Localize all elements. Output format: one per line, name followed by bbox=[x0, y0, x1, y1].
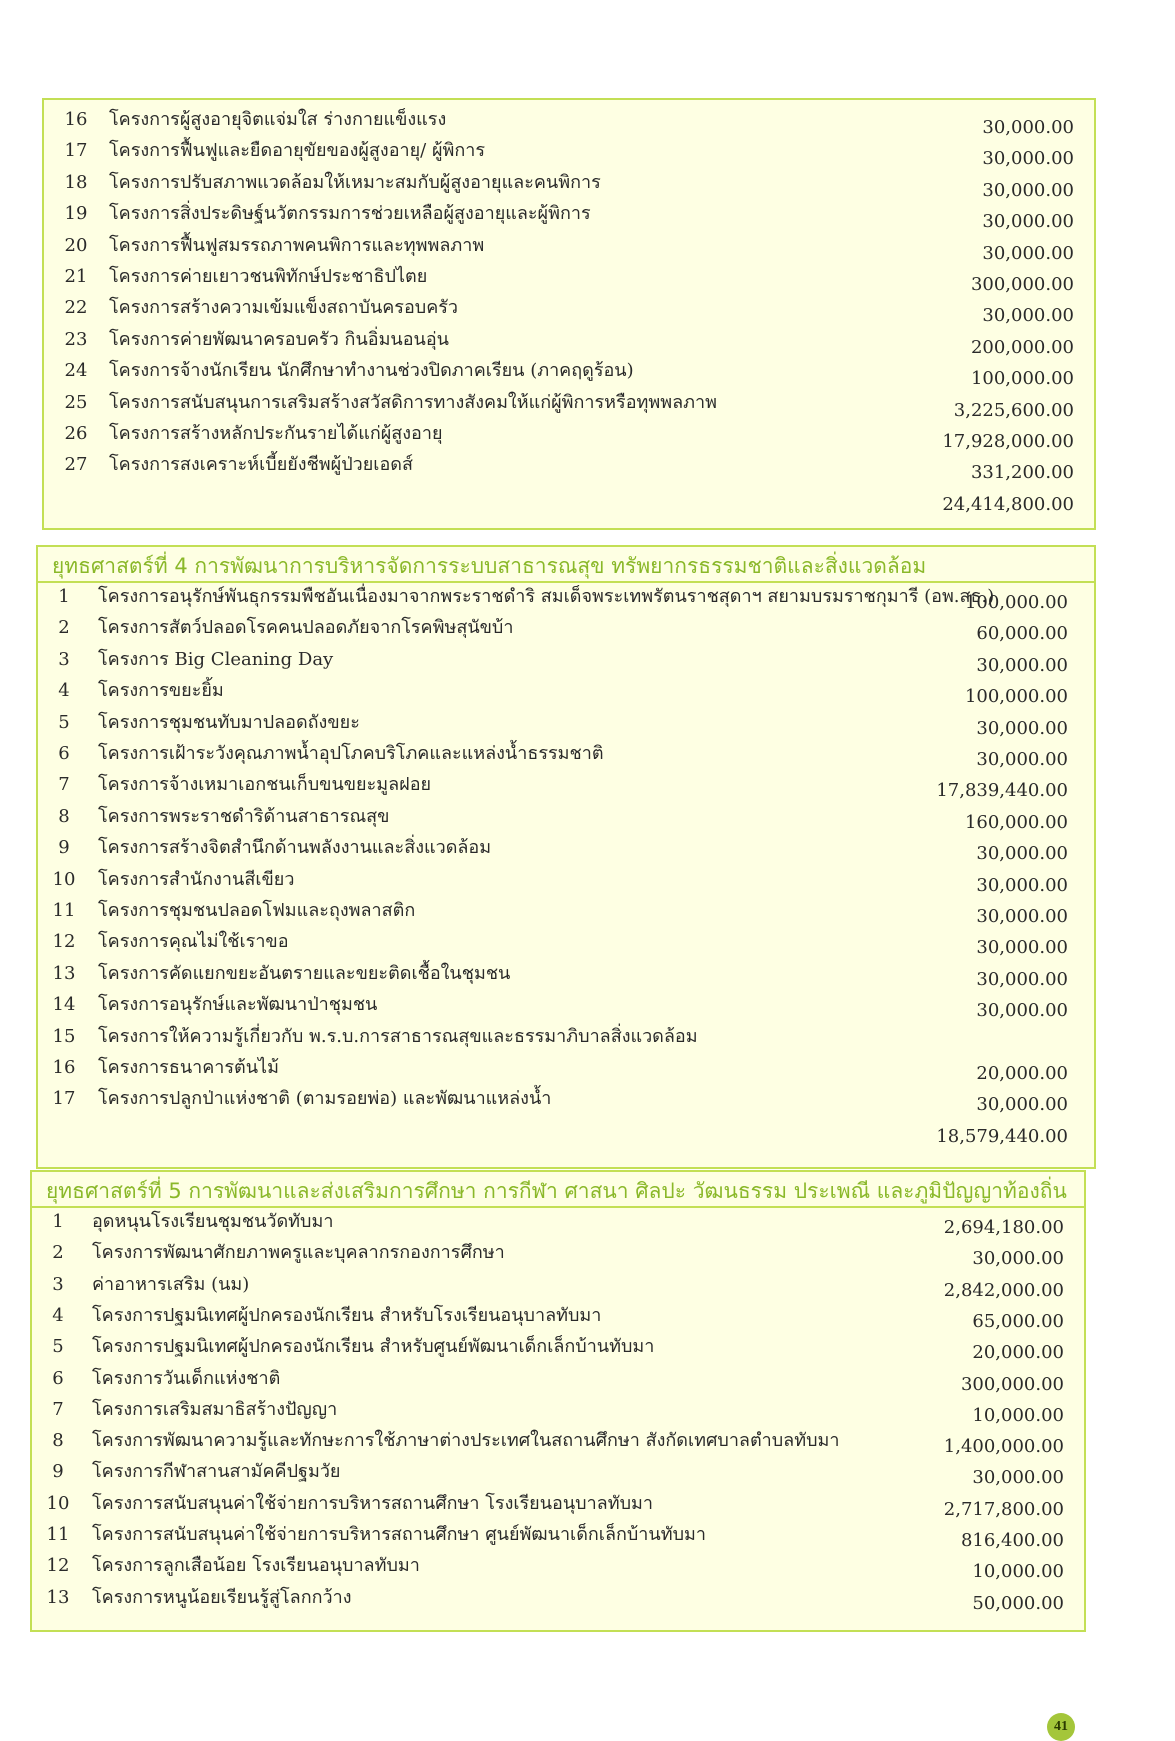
project-amount: 2,717,800.00 bbox=[943, 1498, 1064, 1520]
table-row bbox=[44, 198, 1094, 233]
project-amount: 60,000.00 bbox=[976, 623, 1068, 645]
section4-title: ยุทธศาสตร์ที่ 4 การพัฒนาการบริหารจัดการระบบสาธารณสุข ทรัพยากรธรรมชาติและสิ่งแวดล้อม bbox=[52, 554, 927, 578]
row-number: 17 bbox=[64, 140, 88, 162]
project-amount: 30,000.00 bbox=[976, 654, 1068, 676]
table-row bbox=[44, 292, 1094, 327]
project-name: โครงการสำนักงานสีเขียว bbox=[98, 868, 295, 890]
section4-panel bbox=[36, 545, 1096, 1169]
project-amount: 1,400,000.00 bbox=[943, 1436, 1064, 1458]
table-row bbox=[38, 1021, 1094, 1052]
project-name: โครงการเสริมสมาธิสร้างปัญญา bbox=[92, 1398, 338, 1420]
project-amount: 30,000.00 bbox=[982, 305, 1074, 327]
row-number: 10 bbox=[46, 1492, 70, 1514]
row-number: 17 bbox=[52, 1088, 76, 1110]
table-row bbox=[32, 1582, 1084, 1613]
table-row bbox=[38, 895, 1094, 926]
table-row bbox=[32, 1363, 1084, 1394]
row-number: 25 bbox=[64, 391, 88, 413]
project-name: โครงการสนับสนุนการเสริมสร้างสวัสดิการทางสังคมให้แก่ผู้พิการหรือทุพพลภาพ bbox=[109, 391, 717, 413]
project-name: โครงการธนาคารต้นไม้ bbox=[98, 1057, 279, 1078]
project-amount: 200,000.00 bbox=[970, 336, 1074, 358]
table-row bbox=[38, 864, 1094, 895]
project-name: โครงการ Big Cleaning Day bbox=[98, 648, 334, 670]
row-number: 3 bbox=[52, 1273, 64, 1295]
project-name: โครงการฟื้นฟูสมรรถภาพคนพิการและทุพพลภาพ bbox=[109, 234, 485, 256]
table-row bbox=[32, 1269, 1084, 1300]
project-name: โครงการให้ความรู้เกี่ยวกับ พ.ร.บ.การสาธารณสุขและธรรมาภิบาลสิ่งแวดล้อม bbox=[98, 1025, 698, 1047]
total-row bbox=[44, 489, 1094, 520]
project-name: โครงการหนูน้อยเรียนรู้สู่โลกกว้าง bbox=[92, 1586, 352, 1608]
section3-panel bbox=[42, 98, 1096, 530]
project-name: โครงการอนุรักษ์และพัฒนาป่าชุมชน bbox=[98, 994, 378, 1016]
table-row bbox=[44, 324, 1094, 358]
project-name: โครงการเฝ้าระวังคุณภาพน้ำอุปโภคบริโภคและแหล่งน้ำธรรมชาติ bbox=[98, 743, 604, 764]
project-name: โครงการปฐมนิเทศผู้ปกครองนักเรียน สำหรับโรงเรียนอนุบาลทับมา bbox=[92, 1304, 602, 1326]
table-row bbox=[38, 612, 1094, 643]
table-row bbox=[38, 1052, 1094, 1083]
project-name: ค่าอาหารเสริม (นม) bbox=[92, 1273, 250, 1295]
table-row bbox=[38, 581, 1094, 612]
project-name: โครงการสนับสนุนค่าใช้จ่ายการบริหารสถานศึกษา ศูนย์พัฒนาเด็กเล็กบ้านทับมา bbox=[92, 1524, 706, 1545]
row-number: 1 bbox=[52, 1211, 64, 1232]
row-number: 10 bbox=[52, 868, 76, 890]
row-number: 19 bbox=[64, 203, 88, 225]
row-number: 27 bbox=[64, 454, 88, 476]
row-number: 22 bbox=[64, 297, 88, 319]
table-row bbox=[38, 738, 1094, 769]
project-name: โครงการชุมชนทับมาปลอดถังขยะ bbox=[98, 711, 360, 733]
project-amount: 65,000.00 bbox=[972, 1310, 1064, 1332]
project-amount: 30,000.00 bbox=[976, 1000, 1068, 1022]
table-row bbox=[38, 675, 1094, 706]
row-number: 9 bbox=[52, 1461, 64, 1483]
project-name: โครงการพัฒนาความรู้และทักษะการใช้ภาษาต่างประเทศในสถานศึกษา สังกัดเทศบาลตำบลทับมา bbox=[92, 1430, 840, 1452]
row-number: 11 bbox=[52, 900, 76, 921]
table-row bbox=[38, 707, 1094, 738]
table-row bbox=[32, 1206, 1084, 1237]
project-amount: 30,000.00 bbox=[982, 179, 1074, 201]
project-amount: 30,000.00 bbox=[972, 1467, 1064, 1489]
project-amount: 50,000.00 bbox=[972, 1592, 1064, 1614]
row-number: 7 bbox=[58, 774, 70, 796]
project-name: โครงการคัดแยกขยะอันตรายและขยะติดเชื้อในชุมชน bbox=[98, 962, 511, 984]
project-name: โครงการฟื้นฟูและยืดอายุขัยของผู้สูงอายุ/ ผู้พิการ bbox=[109, 140, 486, 162]
table-row bbox=[32, 1394, 1084, 1425]
project-name: โครงการพัฒนาศักยภาพครูและบุคลากรกองการศึกษา bbox=[92, 1242, 505, 1264]
row-number: 13 bbox=[52, 962, 76, 984]
row-number: 12 bbox=[46, 1555, 70, 1577]
project-name: โครงการปรับสภาพแวดล้อมให้เหมาะสมกับผู้สูงอายุและคนพิการ bbox=[109, 171, 601, 193]
project-amount: 20,000.00 bbox=[972, 1342, 1064, 1364]
table-row bbox=[44, 355, 1094, 390]
row-number: 7 bbox=[52, 1398, 64, 1420]
project-amount: 17,839,440.00 bbox=[936, 780, 1068, 802]
table-row bbox=[44, 167, 1094, 201]
table-row bbox=[38, 958, 1094, 989]
project-name: โครงการสร้างความเข้มแข็งสถาบันครอบครัว bbox=[109, 297, 459, 319]
section-total: 24,414,800.00 bbox=[942, 493, 1074, 515]
project-name: โครงการสร้างหลักประกันรายได้แก่ผู้สูงอายุ bbox=[109, 423, 443, 444]
project-name: โครงการค่ายเยาวชนพิทักษ์ประชาธิปไตย bbox=[109, 266, 428, 287]
row-number: 8 bbox=[58, 805, 70, 827]
project-amount: 30,000.00 bbox=[976, 843, 1068, 865]
project-name: โครงการสร้างจิตสำนึกด้านพลังงานและสิ่งแวดล้อม bbox=[98, 837, 492, 859]
row-number: 6 bbox=[58, 743, 70, 764]
row-number: 15 bbox=[52, 1025, 76, 1047]
table-row bbox=[44, 418, 1094, 452]
row-number: 23 bbox=[64, 328, 88, 350]
row-number: 6 bbox=[52, 1367, 64, 1389]
section5-header bbox=[32, 1170, 1084, 1208]
project-amount: 816,400.00 bbox=[960, 1530, 1064, 1551]
project-amount: 10,000.00 bbox=[972, 1561, 1064, 1583]
table-row bbox=[32, 1425, 1084, 1456]
row-number: 4 bbox=[58, 680, 70, 702]
project-amount: 160,000.00 bbox=[964, 811, 1068, 833]
project-amount: 3,225,600.00 bbox=[953, 399, 1074, 421]
project-amount: 30,000.00 bbox=[976, 906, 1068, 927]
table-row bbox=[38, 926, 1094, 957]
table-row bbox=[32, 1237, 1084, 1268]
section-total: 18,579,440.00 bbox=[936, 1125, 1068, 1147]
project-amount: 10,000.00 bbox=[972, 1404, 1064, 1426]
row-number: 9 bbox=[58, 837, 70, 859]
row-number: 13 bbox=[46, 1586, 70, 1608]
project-name: โครงการอนุรักษ์พันธุกรรมพืชอันเนื่องมาจากพระราชดำริ สมเด็จพระเทพรัตนราชสุดาฯ สยามบรมราชกุมารี (อพ.สธ.) bbox=[98, 586, 995, 607]
row-number: 2 bbox=[58, 617, 70, 639]
project-name: อุดหนุนโรงเรียนชุมชนวัดทับมา bbox=[92, 1211, 334, 1232]
row-number: 16 bbox=[64, 109, 88, 130]
row-number: 1 bbox=[58, 586, 70, 607]
row-number: 5 bbox=[52, 1336, 64, 1358]
project-name: โครงการปลูกป่าแห่งชาติ (ตามรอยพ่อ) และพัฒนาแหล่งน้ำ bbox=[98, 1088, 552, 1110]
project-amount: 300,000.00 bbox=[970, 274, 1074, 295]
row-number: 3 bbox=[58, 648, 70, 670]
table-row bbox=[44, 230, 1094, 264]
project-amount: 30,000.00 bbox=[976, 1094, 1068, 1116]
table-row bbox=[32, 1331, 1084, 1362]
row-number: 8 bbox=[52, 1430, 64, 1452]
table-row bbox=[44, 449, 1094, 484]
table-row bbox=[32, 1488, 1084, 1519]
project-name: โครงการวันเด็กแห่งชาติ bbox=[92, 1367, 281, 1389]
project-name: โครงการสนับสนุนค่าใช้จ่ายการบริหารสถานศึกษา โรงเรียนอนุบาลทับมา bbox=[92, 1492, 653, 1514]
project-amount: 17,928,000.00 bbox=[942, 431, 1074, 452]
project-name: โครงการจ้างนักเรียน นักศึกษาทำงานช่วงปิดภาคเรียน (ภาคฤดูร้อน) bbox=[109, 360, 634, 382]
project-amount: 100,000.00 bbox=[970, 368, 1074, 390]
table-row bbox=[44, 387, 1094, 421]
project-name: โครงการกีฬาสานสามัคคีปฐมวัย bbox=[92, 1461, 341, 1483]
row-number: 12 bbox=[52, 931, 76, 953]
project-name: โครงการปฐมนิเทศผู้ปกครองนักเรียน สำหรับศูนย์พัฒนาเด็กเล็กบ้านทับมา bbox=[92, 1336, 655, 1358]
project-amount: 30,000.00 bbox=[982, 148, 1074, 170]
table-row bbox=[38, 989, 1094, 1020]
row-number: 2 bbox=[52, 1242, 64, 1264]
table-row bbox=[38, 644, 1094, 675]
project-amount: 30,000.00 bbox=[982, 242, 1074, 264]
table-row bbox=[38, 1083, 1094, 1114]
project-name: โครงการสิ่งประดิษฐ์นวัตกรรมการช่วยเหลือผู้สูงอายุและผู้พิการ bbox=[109, 203, 591, 225]
project-name: โครงการค่ายพัฒนาครอบครัว กินอิ่มนอนอุ่น bbox=[109, 328, 449, 350]
table-row bbox=[32, 1519, 1084, 1550]
project-amount: 30,000.00 bbox=[976, 968, 1068, 990]
total-row bbox=[38, 1121, 1094, 1152]
section5-title: ยุทธศาสตร์ที่ 5 การพัฒนาและส่งเสริมการศึกษา การกีฬา ศาสนา ศิลปะ วัฒนธรรม ประเพณี และภูมิปัญญาท้องถิ่น bbox=[46, 1179, 1067, 1203]
row-number: 24 bbox=[64, 360, 88, 382]
section4-header bbox=[38, 545, 1094, 583]
project-amount: 30,000.00 bbox=[976, 717, 1068, 739]
project-name: โครงการผู้สูงอายุจิตแจ่มใส ร่างกายแข็งแรง bbox=[109, 109, 447, 130]
project-name: โครงการสัตว์ปลอดโรคคนปลอดภัยจากโรคพิษสุนัขบ้า bbox=[98, 617, 514, 639]
project-name: โครงการลูกเสือน้อย โรงเรียนอนุบาลทับมา bbox=[92, 1555, 420, 1577]
table-row bbox=[32, 1300, 1084, 1331]
project-amount: 30,000.00 bbox=[982, 117, 1074, 138]
table-row bbox=[44, 104, 1094, 138]
project-amount: 30,000.00 bbox=[976, 937, 1068, 959]
project-amount: 30,000.00 bbox=[972, 1248, 1064, 1270]
row-number: 20 bbox=[64, 234, 88, 256]
project-name: โครงการคุณไม่ใช้เราขอ bbox=[98, 931, 289, 953]
table-row bbox=[44, 261, 1094, 295]
project-name: โครงการชุมชนปลอดโฟมและถุงพลาสติก bbox=[98, 900, 416, 921]
project-amount: 2,842,000.00 bbox=[943, 1279, 1064, 1301]
project-amount: 30,000.00 bbox=[982, 211, 1074, 233]
row-number: 11 bbox=[46, 1524, 70, 1545]
project-name: โครงการจ้างเหมาเอกชนเก็บขนขยะมูลฝอย bbox=[98, 774, 432, 796]
project-amount: 30,000.00 bbox=[976, 874, 1068, 896]
row-number: 26 bbox=[64, 423, 88, 444]
row-number: 21 bbox=[64, 266, 88, 287]
table-row bbox=[32, 1550, 1084, 1581]
project-amount: 20,000.00 bbox=[976, 1063, 1068, 1084]
page-number: 41 bbox=[1047, 1713, 1075, 1741]
project-name: โครงการพระราชดำริด้านสาธารณสุข bbox=[98, 805, 390, 827]
project-amount: 100,000.00 bbox=[964, 592, 1068, 613]
project-amount: 300,000.00 bbox=[960, 1373, 1064, 1395]
project-name: โครงการสงเคราะห์เบี้ยยังชีพผู้ป่วยเอดส์ bbox=[109, 454, 413, 476]
row-number: 16 bbox=[52, 1057, 76, 1078]
project-amount: 30,000.00 bbox=[976, 749, 1068, 770]
project-amount: 100,000.00 bbox=[964, 686, 1068, 708]
row-number: 14 bbox=[52, 994, 76, 1016]
row-number: 18 bbox=[64, 171, 88, 193]
project-amount: 2,694,180.00 bbox=[943, 1217, 1064, 1238]
table-row bbox=[44, 135, 1094, 170]
row-number: 5 bbox=[58, 711, 70, 733]
table-row bbox=[38, 832, 1094, 863]
row-number: 4 bbox=[52, 1304, 64, 1326]
project-name: โครงการขยะยิ้ม bbox=[98, 680, 224, 702]
table-row bbox=[38, 769, 1094, 800]
section5-panel bbox=[30, 1170, 1086, 1632]
table-row bbox=[32, 1456, 1084, 1487]
table-row bbox=[38, 801, 1094, 832]
project-amount: 331,200.00 bbox=[970, 462, 1074, 484]
